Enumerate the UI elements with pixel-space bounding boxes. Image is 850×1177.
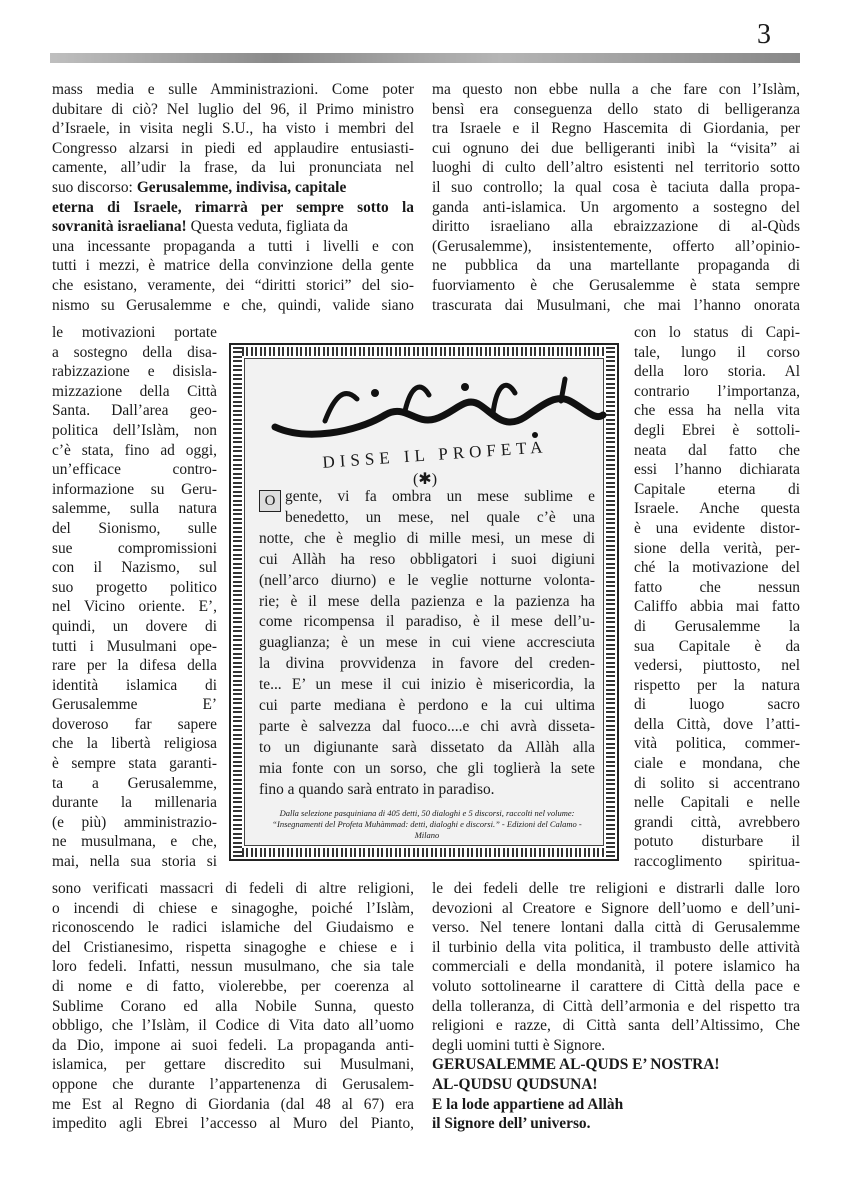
text-line: del Sionismo, sulle xyxy=(52,519,217,537)
text-line: devozioni al Creatore e Signore dell’uomo e dell’uni- xyxy=(432,899,800,917)
text-line: Sublime Corano ed alla Nobile Sunna, questo xyxy=(52,997,414,1015)
text-line: identità islamica di xyxy=(52,676,217,694)
text-line: ta a Gerusalemme, xyxy=(52,774,217,792)
text-line: cui ognuno dei due belligeranti inibì la “visita” ai xyxy=(432,139,800,157)
text-line: nismo su Gerusalemme e che, quindi, valide siano xyxy=(52,296,414,314)
text-line: a sostegno della disa- xyxy=(52,343,217,361)
quote-line: cui Allàh ha reso obbligatori i suoi digiuni xyxy=(259,550,595,568)
quote-line: mia fonte con un sorso, che gli toglierà la sete xyxy=(259,759,595,777)
page-number: 3 xyxy=(757,19,771,50)
text-line: degli Ebrei è sottoli- xyxy=(634,421,800,439)
text-line: salemme, sulla natura xyxy=(52,500,217,518)
text-line: essi l’hanno dichiarata xyxy=(634,461,800,479)
text-line: ché la motivazione del xyxy=(634,559,800,577)
text-line: è una evidente distor- xyxy=(634,519,800,537)
text-line: c’è stata, fino ad oggi, xyxy=(52,441,217,459)
text-line: rispetto per la natura xyxy=(634,676,800,694)
closing-line: AL-QUDSU QUDSUNA! xyxy=(432,1075,598,1093)
text-line: ciale e mondana, che xyxy=(634,755,800,773)
quote-line: parte è salvezza dal fuoco....e chi avrà disseta- xyxy=(259,717,595,735)
text-line: (e più) amministrazio- xyxy=(52,813,217,831)
text-line: commerciali e della mondanità, il potere islamico ha xyxy=(432,958,800,976)
text-line: oppone che durante l’appartenenza di Gerusalem- xyxy=(52,1075,414,1093)
text-line: una incessante propaganda a tutti i livelli e con xyxy=(52,237,414,255)
text-line: suo discorso: xyxy=(52,178,133,196)
text-line: obbligo, che l’Islàm, il Codice di Vita dato all’uomo xyxy=(52,1017,414,1035)
text-line: ma questo non ebbe nulla a che fare con l’Islàm, xyxy=(432,81,800,98)
text-line: nel Vicino oriente. E’, xyxy=(52,598,217,616)
text-line: Gerusalemme E’ xyxy=(52,696,217,714)
text-line: Israele. Anche questa xyxy=(634,500,800,518)
text-line: sono verificati massacri di fedeli di altre religioni, xyxy=(52,880,414,897)
text-line: che essa ha nella vita xyxy=(634,402,800,420)
quote-line: come ricompensa il paradiso, è il mese dell’u- xyxy=(259,613,595,631)
text-line: bensì era conseguenza dello stato di belligeranza xyxy=(432,100,800,118)
header-rule xyxy=(50,53,800,63)
quote-line: cui parte mediana è perdono e la cui ultima xyxy=(259,697,595,715)
text-line: verso. Nel tenere lontani dalla città di Gerusalemme xyxy=(432,919,800,937)
text-line: voluto sottolinearne il carattere di Città della pace e xyxy=(432,977,800,995)
text-line: Califfo abbia mai fatto xyxy=(634,598,800,616)
text-line: che esistano, veramente, dei “diritti storici” del sio- xyxy=(52,276,414,294)
text-line: tutti i mezzi, è matrice della convinzione della gente xyxy=(52,257,414,275)
quote-line: notte, che è meglio di mille mesi, un mese di xyxy=(259,529,595,547)
text-line: Santa. Dall’area geo- xyxy=(52,402,217,420)
column-bottom-left xyxy=(52,879,414,1134)
quote-line: guaglianza; è un mese in cui viene accresciuta xyxy=(259,634,595,652)
closing-line: il Signore dell’ universo. xyxy=(432,1115,591,1133)
text-line: le motivazioni portate xyxy=(52,324,217,341)
text-line: ne pubblica da una martellante propaganda di xyxy=(432,257,800,275)
border-top-ornament xyxy=(233,347,615,356)
text-line: me Est al Regno di Giordania (dal 48 al 67) era xyxy=(52,1095,414,1113)
text-line: della loro storia. Al xyxy=(634,363,800,381)
text-line: sua Capitale è da xyxy=(634,637,800,655)
border-bottom-ornament xyxy=(233,848,615,857)
column-right-top xyxy=(432,80,800,315)
text-line: Congresso alzarsi in piedi ed applaudire entusiasti- xyxy=(52,139,414,157)
text-line: della tolleranza, di Città dell’armonia e del rispetto tra xyxy=(432,997,800,1015)
text-line: diritto israeliano alla ebraizzazione di al-Qùds xyxy=(432,218,800,236)
text-line: tutti i Musulmani ope- xyxy=(52,637,217,655)
column-left-top xyxy=(52,80,414,315)
text-line: (Gerusalemme), insistentemente, offerto all’opinio- xyxy=(432,237,800,255)
quote-symbol: (✱) xyxy=(412,471,438,488)
text-line: vedersi, piuttosto, nel xyxy=(634,657,800,675)
border-left-ornament xyxy=(233,347,242,857)
text-line: loro fedeli. Infatti, nessun musulmano, che sia tale xyxy=(52,958,414,976)
text-line: religioni e razze, di Città santa dell’Altissimo, Che xyxy=(432,1017,800,1035)
drop-cap-initial: O xyxy=(259,490,281,512)
text-line: degli uomini tutti è Signore. xyxy=(432,1036,606,1054)
text-line: della Città, dove l’atti- xyxy=(634,715,800,733)
quote-credit: Dalla selezione pasquiniana di 405 detti, 50 dialoghi e 5 discorsi, raccolti nel volume: “Insegnamenti del Profeta Muhàmmad: detti, dialoghi e discorsi.” - Edizioni del Calamo - Milano xyxy=(272,808,582,840)
text-line: il suo controllo; la qual cosa è taciuta dalla propa- xyxy=(432,178,800,196)
text-line: ganda anti-islamica. Un argomento a sostegno del xyxy=(432,198,800,216)
text-line: un’efficace contro- xyxy=(52,461,217,479)
bold-quote-line: sovranità israeliana! xyxy=(52,218,187,236)
text-line: con lo status di Capi- xyxy=(634,324,800,341)
text-line: tra Israele e il Regno Hascemita di Giordania, per xyxy=(432,120,800,138)
bold-quote-line: Gerusalemme, indivisa, capitale xyxy=(136,178,347,196)
quote-text xyxy=(259,487,595,801)
text-line: è sempre stata garanti- xyxy=(52,755,217,773)
column-left-wrap xyxy=(52,323,217,872)
prophet-quote-box xyxy=(229,343,619,861)
text-line: luoghi di culto dell’altro esistenti nel territorio sotto xyxy=(432,159,800,177)
text-line: di solito si accentrano xyxy=(634,774,800,792)
text-line: potuto disturbare il xyxy=(634,833,800,851)
text-line: impedito agli Ebrei l’accesso al Muro del Pianto, xyxy=(52,1115,414,1133)
arabic-calligraphy-image xyxy=(265,375,609,445)
quote-line: te... E’ un mese il cui inizio è misericordia, la xyxy=(259,676,595,694)
text-line: che la libertà religiosa xyxy=(52,735,217,753)
text-line: raccoglimento spiritua- xyxy=(634,853,800,871)
text-line: vità politica, commer- xyxy=(634,735,800,753)
text-line: tale, lungo il corso xyxy=(634,343,800,361)
text-line: durante la millenaria xyxy=(52,794,217,812)
quote-line: rie; è il mese della pazienza e la pazienza ha xyxy=(259,592,595,610)
text-line: riconoscendo le radici islamiche del Giudaismo e xyxy=(52,919,414,937)
quote-line: fino a quando sarà entrato in paradiso. xyxy=(259,780,495,798)
text-line: suo progetto politico xyxy=(52,578,217,596)
text-line: nelle Capitali e nelle xyxy=(634,794,800,812)
text-line: politica dell’Islàm, non xyxy=(52,421,217,439)
text-line: mai, nella sua storia si xyxy=(52,853,217,871)
text-line: fuorviamento è che Gerusalemme è stata sempre xyxy=(432,276,800,294)
text-line: di Gerusalemme la xyxy=(634,617,800,635)
text-line: doveroso far sapere xyxy=(52,715,217,733)
text-line: o incendi di chiese e sinagoghe, poiché l’Islàm, xyxy=(52,899,414,917)
text-line: contrario l’importanza, xyxy=(634,382,800,400)
text-line: le dei fedeli delle tre religioni e distrarli dalle loro xyxy=(432,880,800,897)
text-line: dubitare di ciò? Nel luglio del 96, il Primo ministro xyxy=(52,100,414,118)
text-line: Questa veduta, figliata da xyxy=(190,218,348,236)
text-line: grandi città, avrebbero xyxy=(634,813,800,831)
quote-title: DISSE IL PROFETA xyxy=(321,437,549,472)
text-line: ne musulmana, e che, xyxy=(52,833,217,851)
text-line: mizzazione della Città xyxy=(52,382,217,400)
text-line: di nome e di fatto, violerebbe, per coerenza al xyxy=(52,977,414,995)
text-line: da Dio, impone ai suoi fedeli. La propaganda anti- xyxy=(52,1036,414,1054)
text-line: fatto che nessun xyxy=(634,578,800,596)
text-line: con il Nazismo, sul xyxy=(52,559,217,577)
text-line: del Cristianesimo, rispetta sinagoghe e chiese e i xyxy=(52,938,414,956)
text-line: il turbinio della vita politica, il trambusto delle attività xyxy=(432,938,800,956)
text-line: Capitale eterna di xyxy=(634,480,800,498)
text-line: quindi, un dovere di xyxy=(52,617,217,635)
quote-panel xyxy=(244,358,604,846)
column-bottom-right xyxy=(432,879,800,1134)
text-line: mass media e sulle Amministrazioni. Come poter xyxy=(52,81,414,98)
text-line: camente, all’udir la frase, da lui pronunciata nel xyxy=(52,159,414,177)
text-line: trascurata dai Musulmani, che mai l’hanno onorata xyxy=(432,296,800,314)
quote-line: gente, vi fa ombra un mese sublime e xyxy=(285,488,595,505)
text-line: neata dal fatto che xyxy=(634,441,800,459)
text-line: rare per la difesa della xyxy=(52,657,217,675)
text-line: informazione su Geru- xyxy=(52,480,217,498)
text-line: sione della verità, per- xyxy=(634,539,800,557)
quote-line: (nell’arco diurno) e le veglie notturne volonta- xyxy=(259,571,595,589)
quote-line: benedetto, un mese, nel quale c’è una xyxy=(285,508,595,526)
closing-line: E la lode appartiene ad Allàh xyxy=(432,1095,624,1113)
column-right-wrap xyxy=(634,323,800,872)
text-line: rabizzazione e disisla- xyxy=(52,363,217,381)
quote-line: la divina provvidenza in favore del creden- xyxy=(259,655,595,673)
closing-line: GERUSALEMME AL-QUDS E’ NOSTRA! xyxy=(432,1056,720,1074)
text-line: islamica, per gettare discredito sui Musulmani, xyxy=(52,1056,414,1074)
bold-quote-line: eterna di Israele, rimarrà per sempre sotto la xyxy=(52,198,414,216)
text-line: sue compromissioni xyxy=(52,539,217,557)
quote-line: to un digiunante sarà dissetato da Allàh alla xyxy=(259,738,595,756)
text-line: d’Israele, in visita negli S.U., ha visto i membri del xyxy=(52,120,414,138)
text-line: di luogo sacro xyxy=(634,696,800,714)
